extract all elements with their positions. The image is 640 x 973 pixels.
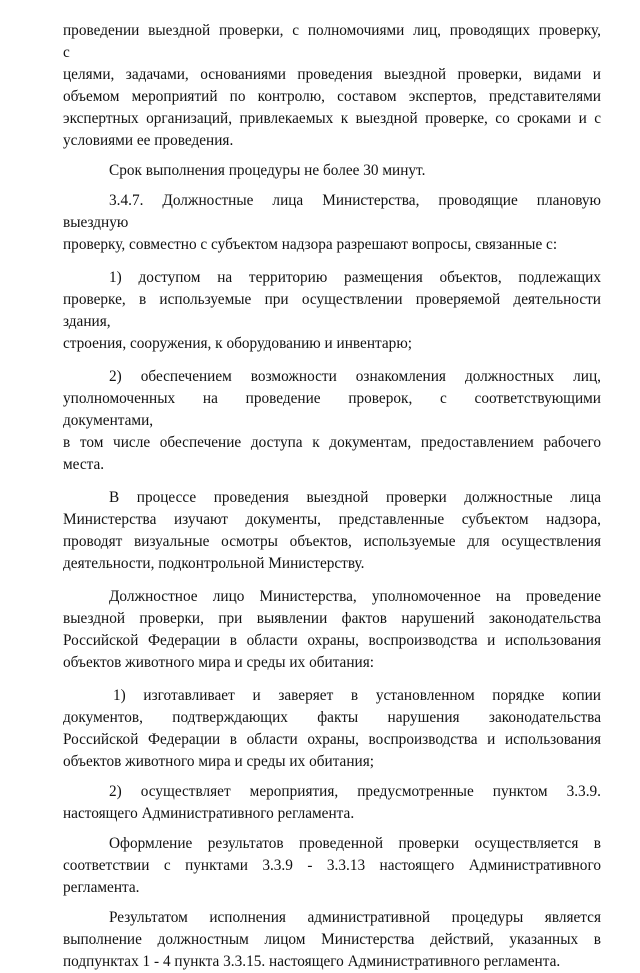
text-line: экспертных организаций, привлекаемых к выездной проверке, со сроками и с (63, 110, 601, 127)
paragraph (63, 190, 601, 256)
text-line: Результатом исполнения административной процедуры является (109, 909, 601, 926)
text-line: проведении выездной проверки, с полномочиями лиц, проводящих проверку, (63, 22, 601, 39)
paragraph (63, 907, 601, 973)
text-line: 1) доступом на территорию размещения объектов, подлежащих (109, 269, 601, 286)
text-line: проводят визуальные осмотры объектов, используемые для осуществления (63, 533, 601, 550)
paragraph (63, 586, 601, 674)
text-line: объектов животного мира и среды их обитания: (63, 654, 375, 671)
text-line: документами, (63, 412, 154, 429)
text-line: с (63, 44, 70, 61)
text-line: подпунктах 1 - 4 пункта 3.3.15. настоящего Административного регламента. (63, 953, 561, 970)
text-line: документов, подтверждающих факты нарушения законодательства (63, 709, 601, 726)
paragraph (63, 487, 601, 575)
text-line: Должностное лицо Министерства, уполномоченное на проведение (109, 588, 601, 605)
text-line: уполномоченных на проведение проверок, с соответствующими (63, 390, 601, 407)
paragraph (63, 366, 601, 476)
paragraph (63, 781, 601, 825)
text-line: строения, сооружения, к оборудованию и инвентарю; (63, 335, 412, 352)
paragraph (63, 833, 601, 899)
text-line: Российской Федерации в области охраны, воспроизводства и использования (63, 731, 601, 748)
text-line: в том числе обеспечение доступа к документам, предоставлением рабочего (63, 434, 601, 451)
text-line: выполнение должностным лицом Министерства действий, указанных в (63, 931, 601, 948)
text-line: В процессе проведения выездной проверки должностные лица (109, 489, 601, 506)
text-line: места. (63, 456, 105, 473)
text-line: настоящего Административного регламента. (63, 805, 355, 822)
paragraph (63, 20, 601, 152)
text-line: объектов животного мира и среды их обитания; (63, 753, 375, 770)
text-line: 2) обеспечением возможности ознакомления должностных лиц, (109, 368, 601, 385)
text-line: целями, задачами, основаниями проведения выездной проверки, видами и (63, 66, 601, 83)
text-line: регламента. (63, 879, 140, 896)
paragraph (63, 160, 601, 182)
text-line: проверке, в используемые при осуществлении проверяемой деятельности (63, 291, 601, 308)
text-line: Министерства изучают документы, представленные субъектом надзора, (63, 511, 601, 528)
document-page (63, 20, 601, 973)
text-line: Срок выполнения процедуры не более 30 минут. (109, 162, 426, 179)
paragraph (63, 685, 601, 773)
text-line: выездной проверки, при выявлении фактов нарушений законодательства (63, 610, 601, 627)
paragraph (63, 267, 601, 355)
text-line: здания, (63, 313, 111, 330)
text-line: Российской Федерации в области охраны, воспроизводства и использования (63, 632, 601, 649)
text-line: Оформление результатов проведенной проверки осуществляется в (109, 835, 601, 852)
text-line: соответствии с пунктами 3.3.9 - 3.3.13 настоящего Административного (63, 857, 601, 874)
text-line: проверку, совместно с субъектом надзора разрешают вопросы, связанные с: (63, 236, 558, 253)
text-line: 3.4.7. Должностные лица Министерства, проводящие плановую (109, 192, 601, 209)
text-line: 2) осуществляет мероприятия, предусмотренные пунктом 3.3.9. (109, 783, 601, 800)
text-line: деятельности, подконтрольной Министерству. (63, 555, 365, 572)
text-line: объемом мероприятий по контролю, составом экспертов, представителями (63, 88, 601, 105)
text-line: условиями ее проведения. (63, 132, 234, 149)
text-line: 1) изготавливает и заверяет в установленном порядке копии (113, 687, 601, 704)
text-line: выездную (63, 214, 129, 231)
